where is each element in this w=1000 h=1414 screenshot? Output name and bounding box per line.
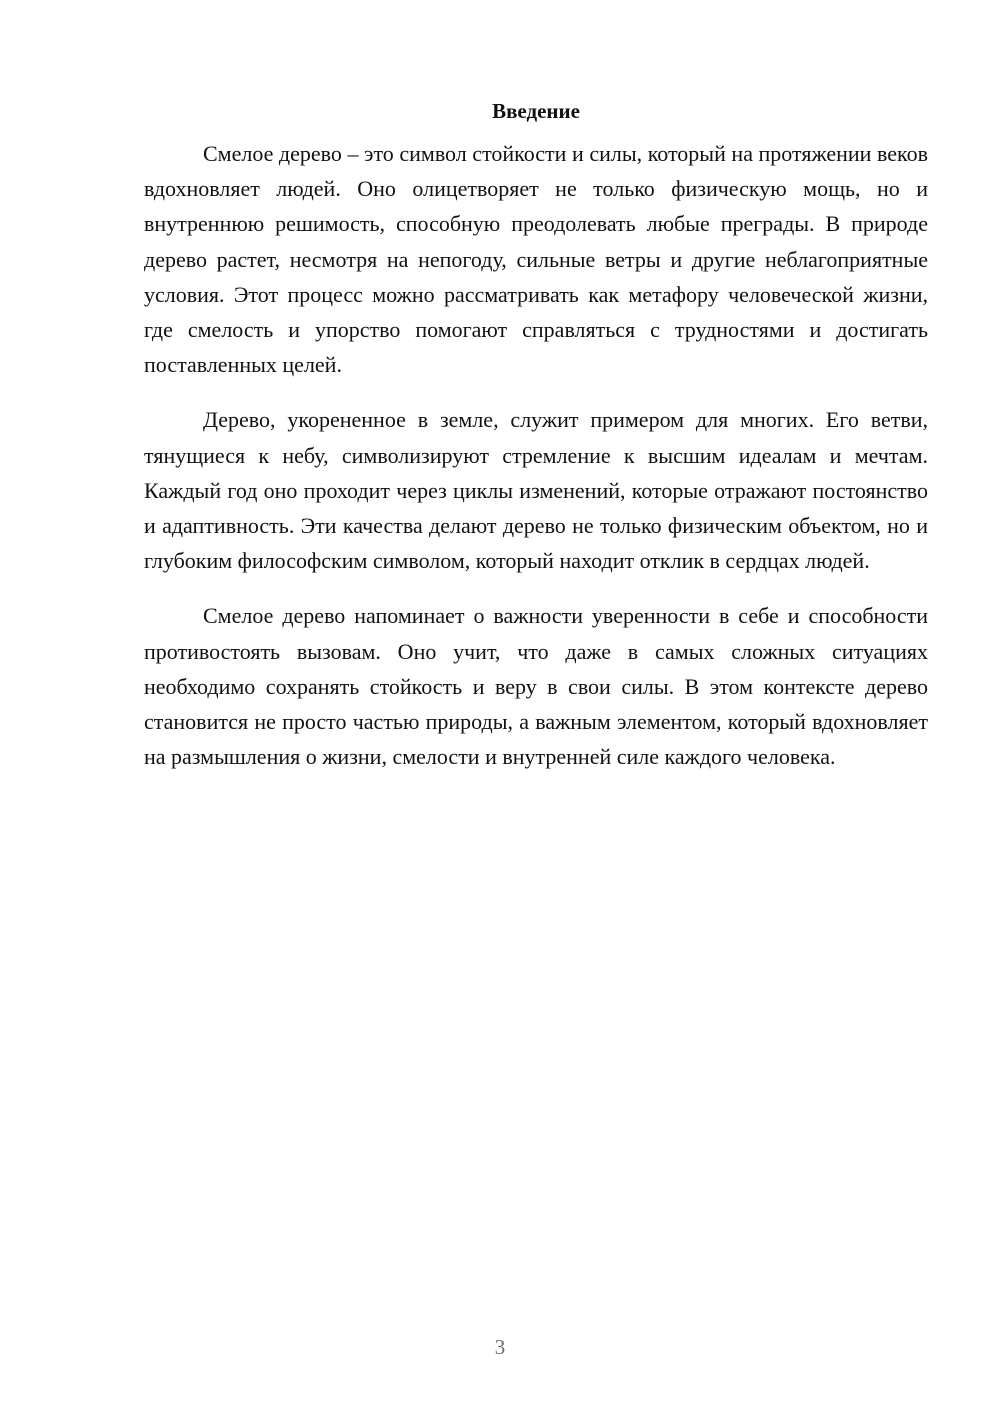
page-number: 3 xyxy=(494,1335,506,1359)
paragraph-2: Дерево, укорененное в земле, служит примером для многих. Его ветви, тянущиеся к небу, символизируют стремление к высшим идеалам и мечтам. Каждый год оно проходит через циклы изменений, которые отражают постоянство и адаптивность. Эти качества делают дерево не только физическим объектом, но и глубоким философским символом, который находит отклик в сердцах людей. xyxy=(144,407,928,574)
page-content xyxy=(144,96,928,794)
section-heading: Введение xyxy=(492,99,580,123)
paragraph-3: Смелое дерево напоминает о важности уверенности в себе и способности противостоять вызовам. Оно учит, что даже в самых сложных ситуациях необходимо сохранять стойкость и веру в свои силы. В этом контексте дерево становится не просто частью природы, а важным элементом, который вдохновляет на размышления о жизни, смелости и внутренней силе каждого человека. xyxy=(144,603,928,770)
paragraph-1: Смелое дерево – это символ стойкости и силы, который на протяжении веков вдохновляет людей. Оно олицетворяет не только физическую мощь, но и внутреннюю решимость, способную преодолевать любые преграды. В природе дерево растет, несмотря на непогоду, сильные ветры и другие неблагоприятные условия. Этот процесс можно рассматривать как метафору человеческой жизни, где смелость и упорство помогают справляться с трудностями и достигать поставленных целей. xyxy=(144,141,928,378)
